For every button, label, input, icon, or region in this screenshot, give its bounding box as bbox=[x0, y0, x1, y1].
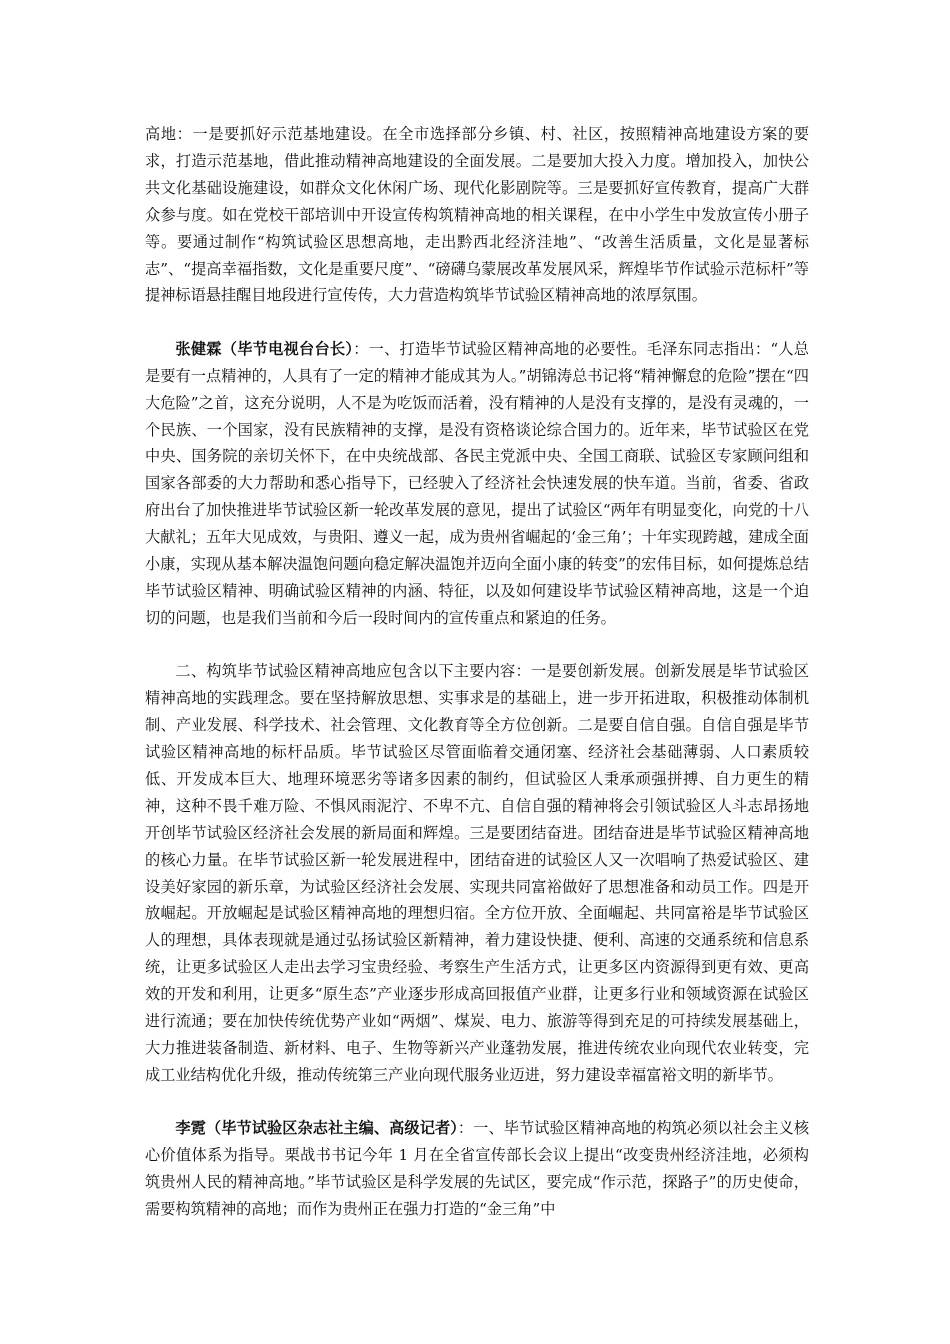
speaker-zhang-jianlin: 张健霖（毕节电视台台长） bbox=[175, 339, 354, 358]
paragraph-1-text: 高地：一是要抓好示范基地建设。在全市选择部分乡镇、村、社区，按照精神高地建设方案的要求，打造示范基地，借此推动精神高地建设的全面发展。二是要加大投入力度。增加投入，加快公共文化基础设施建设，如群众文化休闲广场、现代化影剧院等。三是要抓好宣传教育，提高广大群众参与度。如在党校干部培训中开设宣传构筑精神高地的相关课程，在中小学生中发放宣传小册子等。要通过制作“构筑试验区思想高地，走出黔西北经济洼地”、“改善生活质量，文化是显著标志”、“提高幸福指数，文化是重要尺度”、“磅礴乌蒙展改革发展风采，辉煌毕节作试验示范标杆”等提神标语悬挂醒目地段进行宣传传，大力营造构筑毕节试验区精神高地的浓厚氛围。 bbox=[145, 125, 809, 305]
paragraph-2-text: ：一、打造毕节试验区精神高地的必要性。毛泽东同志指出：“人总是要有一点精神的，人具有了一定的精神才能成其为人。”胡锦涛总书记将“精神懈怠的危险”摆在“四大危险”之首，这充分说明，人不是为吃饭而活着，没有精神的人是没有支撑的，是没有灵魂的，一个民族、一个国家，没有民族精神的支撑，是没有资格谈论综合国力的。近年来，毕节试验区在党中央、国务院的亲切关怀下，在中央统战部、各民主党派中央、全国工商联、试验区专家顾问组和国家各部委的大力帮助和悉心指导下，已经驶入了经济社会快速发展的快车道。当前，省委、省政府出台了加快推进毕节试验区新一轮改革发展的意见，提出了试验区“两年有明显变化，向党的十八大献礼；五年大见成效，与贵阳、遵义一起，成为贵州省崛起的‘金三角’；十年实现跨越，建成全面小康，实现从基本解决温饱问题向稳定解决温饱并迈向全面小康的转变”的宏伟目标，如何提炼总结毕节试验区精神、明确试验区精神的内涵、特征，以及如何建设毕节试验区精神高地，这是一个迫切的问题，也是我们当前和今后一段时间内的宣传重点和紧迫的任务。 bbox=[145, 339, 809, 627]
paragraph-gap bbox=[145, 1089, 809, 1116]
document-page bbox=[145, 121, 809, 1223]
paragraph-gap bbox=[145, 309, 809, 336]
paragraph-4-text: ：一、毕节试验区精神高地的构筑必须以社会主义核心价值体系为指导。栗战书书记今年 1 月在全省宣传部长会议上提出“改变贵州经济洼地，必须构筑贵州人民的精神高地。”毕节试验区是科学发展的先试区，要完成“作示范，探路子”的历史使命，需要构筑精神的高地；而作为贵州正在强力打造的“金三角”中 bbox=[145, 1119, 810, 1219]
speaker-li-ni: 李霓（毕节试验区杂志社主编、高级记者） bbox=[175, 1119, 458, 1138]
paragraph-4 bbox=[145, 1115, 809, 1223]
paragraph-2 bbox=[145, 336, 809, 632]
paragraph-1 bbox=[145, 121, 809, 309]
paragraph-3-text: 二、构筑毕节试验区精神高地应包含以下主要内容：一是要创新发展。创新发展是毕节试验区精神高地的实践理念。要在坚持解放思想、实事求是的基础上，进一步开拓进取，积极推动体制机制、产业发展、科学技术、社会管理、文化教育等全方位创新。二是要自信自强。自信自强是毕节试验区精神高地的标杆品质。毕节试验区尽管面临着交通闭塞、经济社会基础薄弱、人口素质较低、开发成本巨大、地理环境恶劣等诸多因素的制约，但试验区人秉承顽强拼搏、自力更生的精神，这种不畏千难万险、不惧风雨泥泞、不卑不亢、自信自强的精神将会引领试验区人斗志昂扬地开创毕节试验区经济社会发展的新局面和辉煌。三是要团结奋进。团结奋进是毕节试验区精神高地的核心力量。在毕节试验区新一轮发展进程中，团结奋进的试验区人又一次唱响了热爱试验区、建设美好家园的新乐章，为试验区经济社会发展、实现共同富裕做好了思想准备和动员工作。四是开放崛起。开放崛起是试验区精神高地的理想归宿。全方位开放、全面崛起、共同富裕是毕节试验区人的理想，具体表现就是通过弘扬试验区新精神，着力建设快捷、便利、高速的交通系统和信息系统，让更多试验区人走出去学习宝贵经验、考察生产生活方式，让更多区内资源得到更有效、更高效的开发和利用，让更多“原生态”产业逐步形成高回报值产业群，让更多行业和领域资源在试验区进行流通；要在加快传统优势产业如“两烟”、煤炭、电力、旅游等得到充足的可持续发展基础上，大力推进装备制造、新材料、电子、生物等新兴产业蓬勃发展，推进传统农业向现代农业转变，完成工业结构优化升级，推动传统第三产业向现代服务业迈进，努力建设幸福富裕文明的新毕节。 bbox=[145, 662, 809, 1084]
paragraph-3 bbox=[145, 658, 809, 1089]
paragraph-gap bbox=[145, 632, 809, 659]
